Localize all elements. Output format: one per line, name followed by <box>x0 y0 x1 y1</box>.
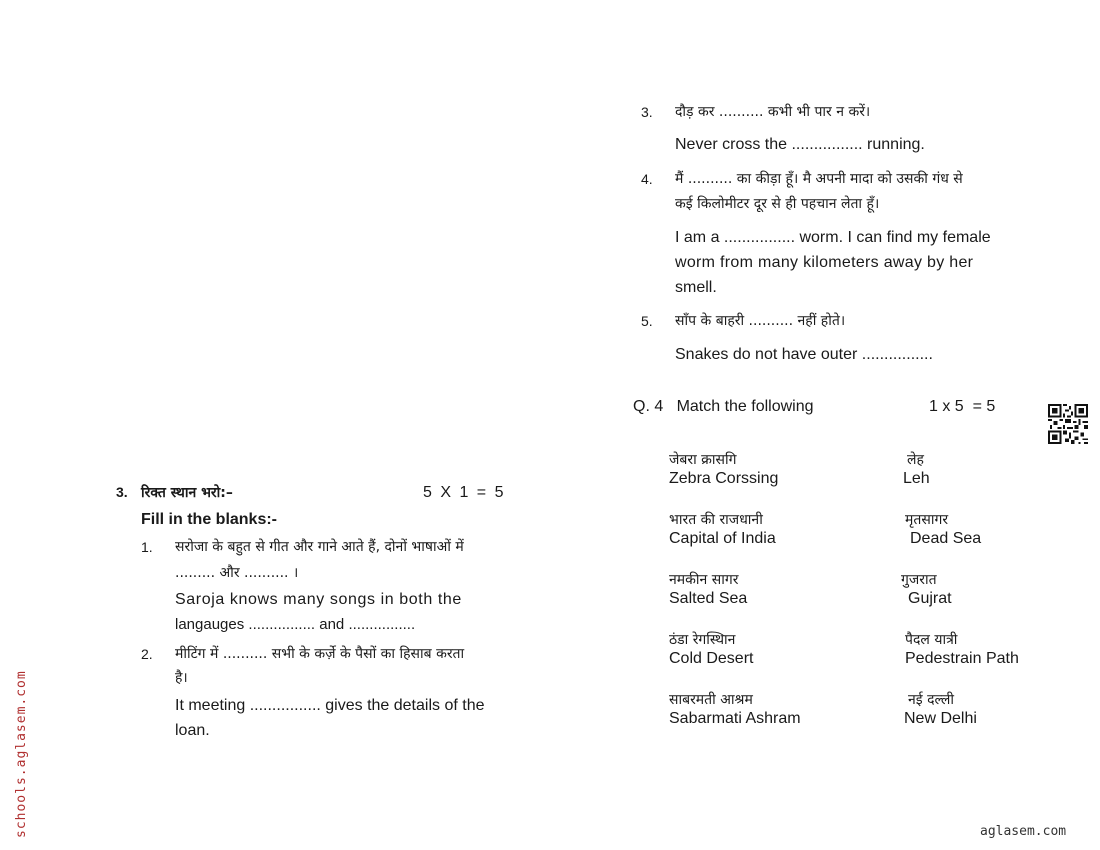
match-left-english: Cold Desert <box>669 650 754 667</box>
question-3-marks: 5 X 1 = 5 <box>423 484 504 501</box>
question-3-title: रिक्त स्थान भरो:– <box>141 485 233 501</box>
item-hindi-line: कई किलोमीटर दूर से ही पहचान लेता हूँ। <box>675 196 880 212</box>
item-hindi-line: साँप के बाहरी .......... नहीं होते। <box>675 313 846 329</box>
item-number: 3. <box>641 104 653 120</box>
item-number: 2. <box>141 646 153 662</box>
item-hindi-line: मैं .......... का कीड़ा हूँ। मै अपनी मादा को उसकी गंध से <box>675 171 963 187</box>
match-right-hindi: नई दल्ली <box>908 692 954 708</box>
item-english-line: Saroja knows many songs in both the <box>175 591 462 608</box>
item-number: 4. <box>641 171 653 187</box>
match-left-hindi: भारत की राजधानी <box>669 512 763 528</box>
question-4-marks: 1 x 5 = 5 <box>929 398 996 415</box>
match-right-hindi: मृतसागर <box>905 512 949 528</box>
item-hindi-line: सरोजा के बहुत से गीत और गाने आते हैं, दोनों भाषाओं में <box>175 539 464 555</box>
match-left-english: Capital of India <box>669 530 776 547</box>
item-english-line: worm from many kilometers away by her <box>675 254 974 271</box>
item-english-line: It meeting ................ gives the details of the <box>175 697 485 714</box>
item-hindi-line: है। <box>175 670 188 686</box>
match-right-english: Leh <box>903 470 930 487</box>
footer-site: aglasem.com <box>980 824 1067 839</box>
match-right-hindi: पैदल यात्री <box>905 632 958 648</box>
match-right-hindi: गुजरात <box>901 572 937 588</box>
match-left-hindi: नमकीन सागर <box>669 572 739 588</box>
item-english-line: smell. <box>675 279 717 296</box>
match-left-hindi: जेबरा क्रासगि <box>669 452 737 468</box>
qr-code-icon <box>1048 404 1088 444</box>
match-left-english: Zebra Corssing <box>669 470 779 487</box>
match-right-english: Gujrat <box>908 590 952 607</box>
match-left-hindi: ठंडा रेगस्थिान <box>669 632 736 648</box>
item-english-line: langauges ................ and ................ <box>175 616 416 633</box>
question-3-number: 3. <box>116 484 128 500</box>
question-4-label: Q. 4 Match the following <box>633 398 814 415</box>
item-english-line: Never cross the ................ running. <box>675 136 925 153</box>
match-right-english: Dead Sea <box>910 530 982 547</box>
match-left-english: Sabarmati Ashram <box>669 710 801 727</box>
match-right-english: Pedestrain Path <box>905 650 1019 667</box>
item-english-line: Snakes do not have outer ................ <box>675 346 933 363</box>
item-hindi-line: ......... और .......... । <box>175 565 299 581</box>
match-left-english: Salted Sea <box>669 590 748 607</box>
vertical-watermark: schools.aglasem.com <box>14 670 29 838</box>
item-hindi-line: मीटिंग में .......... सभी के कर्ज़े के पैसों का हिसाब करता <box>175 646 465 662</box>
item-english-line: loan. <box>175 722 210 739</box>
match-right-hindi: लेह <box>907 452 924 468</box>
item-number: 5. <box>641 313 653 329</box>
item-english-line: I am a ................ worm. I can find my female <box>675 229 991 246</box>
item-number: 1. <box>141 539 153 555</box>
match-left-hindi: साबरमती आश्रम <box>669 692 753 708</box>
match-right-english: New Delhi <box>904 710 977 727</box>
item-hindi-line: दौड़ कर .......... कभी भी पार न करें। <box>675 104 871 120</box>
fill-blanks-heading: Fill in the blanks:- <box>141 511 278 528</box>
